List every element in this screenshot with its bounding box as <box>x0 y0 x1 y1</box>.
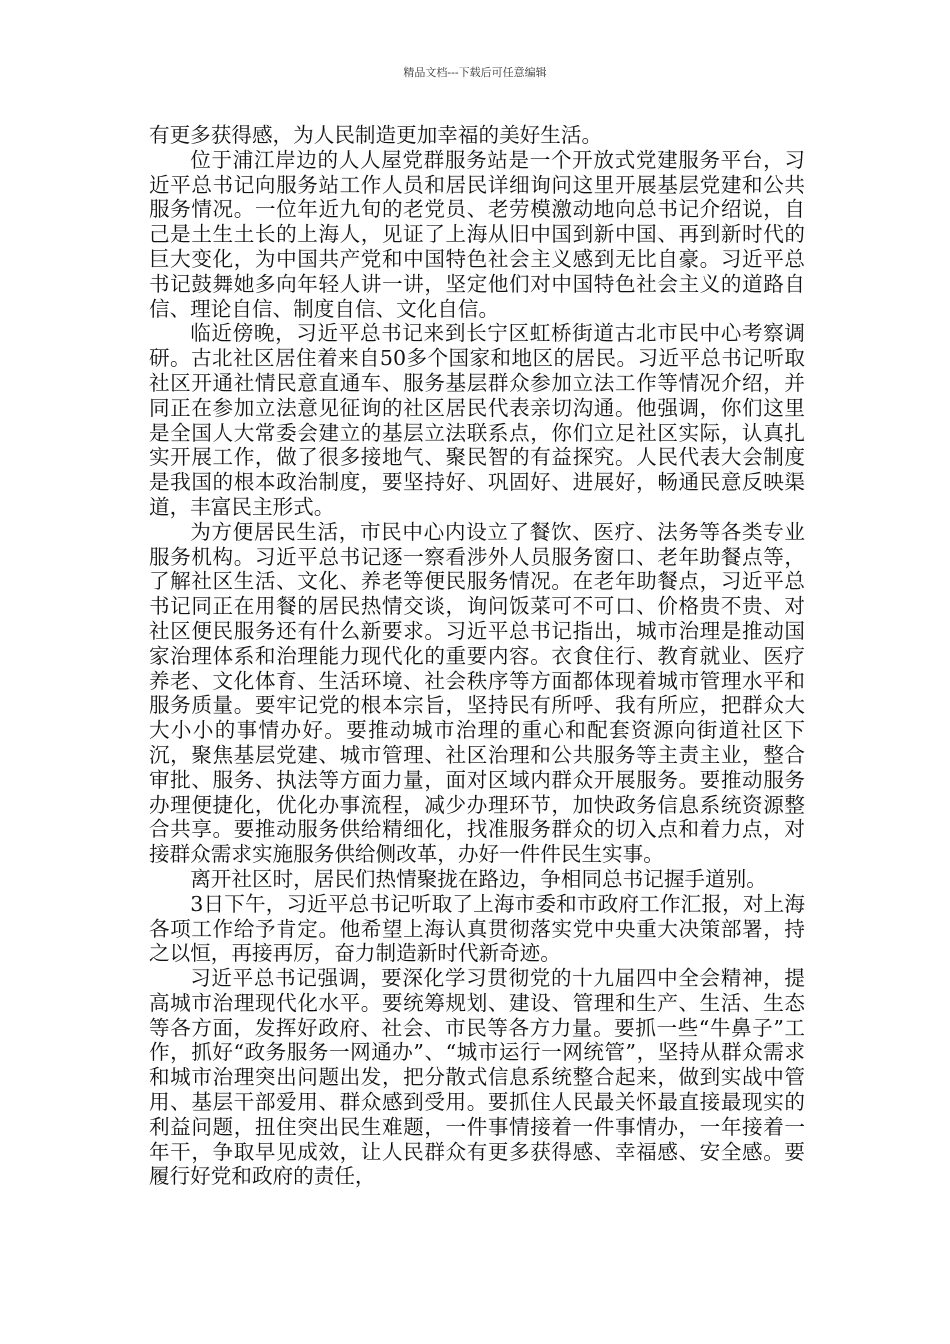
paragraph-city-governance: 习近平总书记强调，要深化学习贯彻党的十九届四中全会精神，提高城市治理现代化水平。要统筹规划、建设、管理和生产、生活、生态等各方面，发挥好政府、社会、市民等各方力量。要抓一些“牛鼻子”工作，抓好“政务服务一网通办”、“城市运行一网统管”，坚持从群众需求和城市治理突出问题出发，把分散式信息系统整合起来，做到实战中管用、基层干部爱用、群众感到受用。要抓住人民最关怀最直接最现实的利益问题，扭住突出民生难题，一件事情接着一件事情办，一年接着一年干，争取早见成效，让人民群众有更多获得感、幸福感、安全感。要履行好党和政府的责任， <box>149 966 805 1189</box>
paragraph-party-service-station: 位于浦江岸边的人人屋党群服务站是一个开放式党建服务平台，习近平总书记向服务站工作人员和居民详细询问这里开展基层党建和公共服务情况。一位年近九旬的老党员、老劳模激动地向总书记介绍说，自己是土生土长的上海人，见证了上海从旧中国到新中国、再到新时代的巨大变化，为中国共产党和中国特色社会主义感到无比自豪。习近平总书记鼓舞她多向年轻人讲一讲，坚定他们对中国特色社会主义的道路自信、理论自信、制度自信、文化自信。 <box>149 147 805 321</box>
page-header: 精品文档---下载后可任意编辑 <box>403 66 547 79</box>
document-body <box>149 123 805 1189</box>
paragraph-work-report: 3日下午，习近平总书记听取了上海市委和市政府工作汇报，对上海各项工作给予肯定。他希望上海认真贯彻落实党中央重大决策部署，持之以恒，再接再厉，奋力制造新时代新奇迹。 <box>149 891 805 966</box>
paragraph-continuation: 有更多获得感，为人民制造更加幸福的美好生活。 <box>149 123 603 147</box>
paragraph-community-services: 为方便居民生活，市民中心内设立了餐饮、医疗、法务等各类专业服务机构。习近平总书记逐一察看涉外人员服务窗口、老年助餐点等，了解社区生活、文化、养老等便民服务情况。在老年助餐点，习近平总书记同正在用餐的居民热情交谈，询问饭菜可不可口、价格贵不贵、对社区便民服务还有什么新要求。习近平总书记指出，城市治理是推动国家治理体系和治理能力现代化的重要内容。衣食住行、教育就业、医疗养老、文化体育、生活环境、社会秩序等方面都体现着城市管理水平和服务质量。要牢记党的根本宗旨，坚持民有所呼、我有所应，把群众大大小小的事情办好。要推动城市治理的重心和配套资源向街道社区下沉，聚焦基层党建、城市管理、社区治理和公共服务等主责主业，整合审批、服务、执法等方面力量，面对区域内群众开展服务。要推动服务办理便捷化，优化办事流程，减少办理环节，加快政务信息系统资源整合共享。要推动服务供给精细化，找准服务群众的切入点和着力点，对接群众需求实施服务供给侧改革，办好一件件民生实事。 <box>149 519 805 867</box>
paragraph-gubei-civic-center: 临近傍晚，习近平总书记来到长宁区虹桥街道古北市民中心考察调研。古北社区居住着来自50多个国家和地区的居民。习近平总书记听取社区开通社情民意直通车、服务基层群众参加立法工作等情况介绍，并同正在参加立法意见征询的社区居民代表亲切沟通。他强调，你们这里是全国人大常委会建立的基层立法联系点，你们立足社区实际，认真扎实开展工作，做了很多接地气、聚民智的有益探究。人民代表大会制度是我国的根本政治制度，要坚持好、巩固好、进展好，畅通民意反映渠道，丰富民主形式。 <box>149 321 805 519</box>
paragraph-farewell: 离开社区时，居民们热情聚拢在路边，争相同总书记握手道别。 <box>190 866 767 891</box>
